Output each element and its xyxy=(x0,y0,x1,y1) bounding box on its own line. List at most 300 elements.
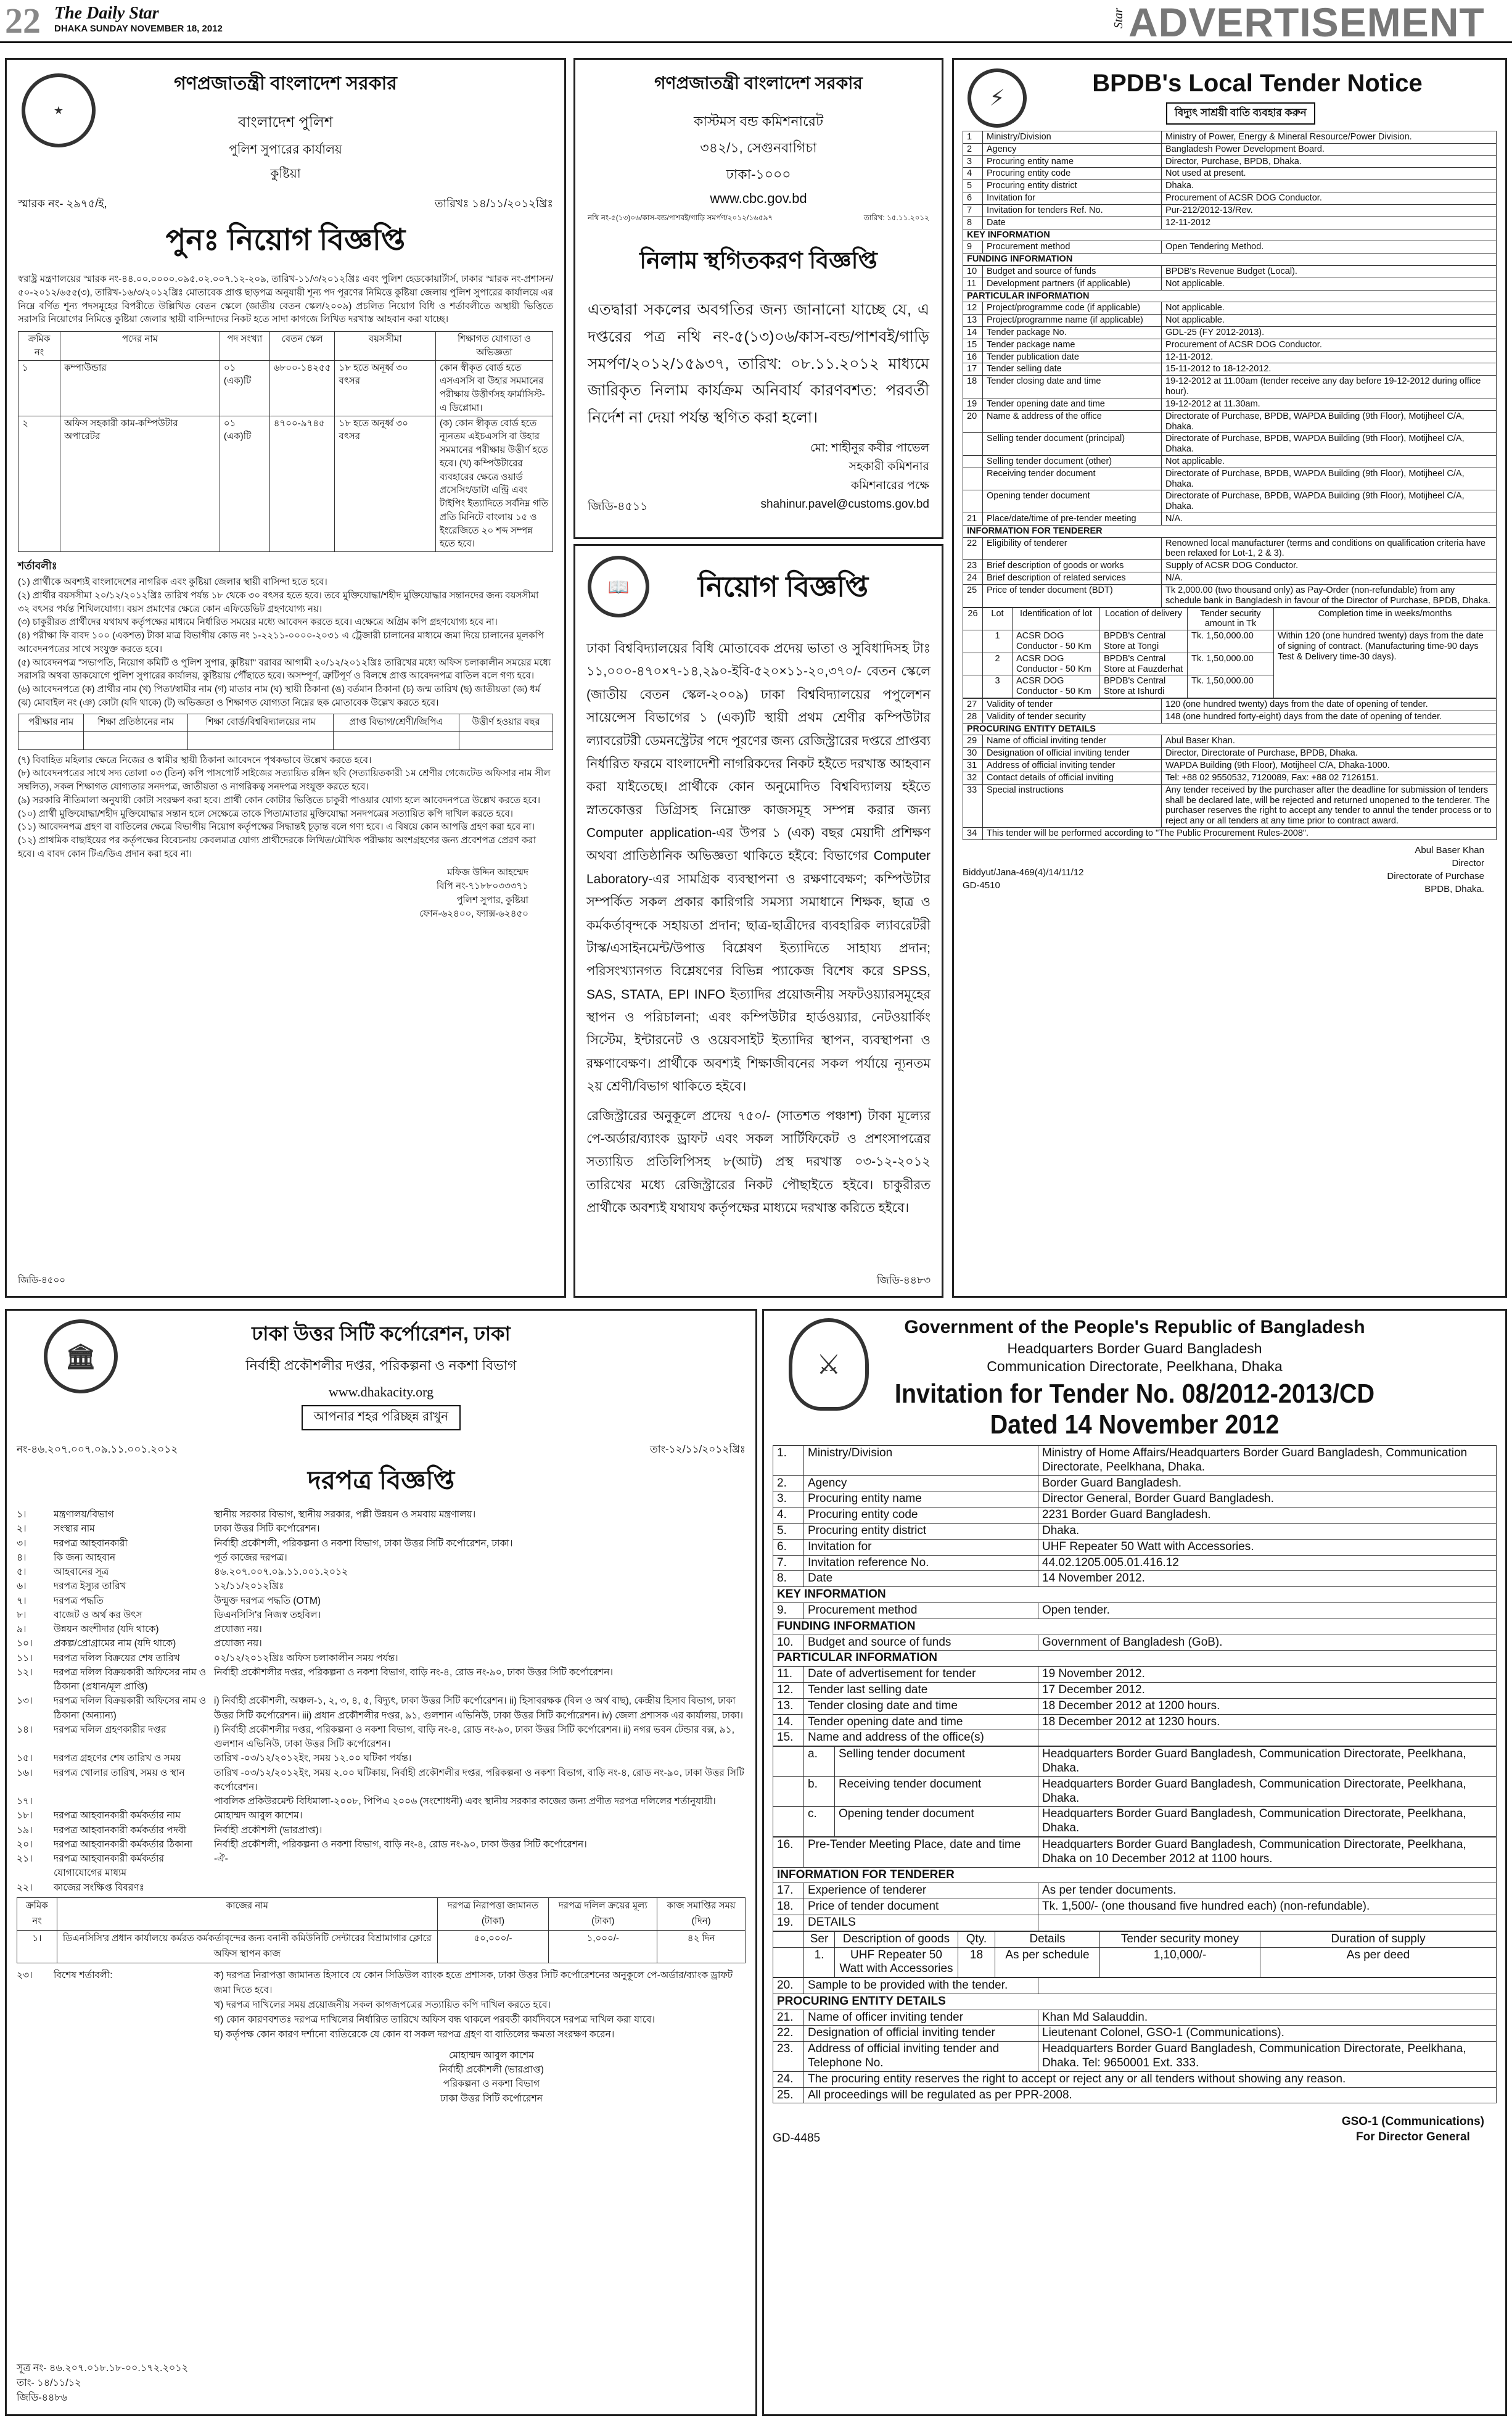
signature-line: For Director General xyxy=(1356,2130,1470,2144)
row-label: দরপত্র দলিল বিক্রয়কারী অফিসের নাম ও ঠিকানা (অন্যান্য) xyxy=(54,1696,207,1721)
ad4-table-2 xyxy=(963,698,1497,840)
row-number: ১১। xyxy=(17,1652,33,1664)
table-cell: ১৮ হতে অনূর্ধ্ব ৩০ বৎসর xyxy=(335,416,436,552)
table-cell: 2. xyxy=(773,1475,804,1491)
table-cell: 8. xyxy=(773,1571,804,1587)
table-row xyxy=(963,723,1497,735)
ad1-signature xyxy=(18,866,553,922)
table-cell: Lieutenant Colonel, GSO-1 (Communications). xyxy=(1038,2026,1497,2042)
table-cell: Procurement of ACSR DOG Conductor. xyxy=(1162,339,1497,351)
table-cell: Procuring entity district xyxy=(983,180,1162,192)
table-cell: Development partners (if applicable) xyxy=(983,278,1162,290)
table-row xyxy=(963,711,1497,723)
table-cell: ACSR DOG Conductor - 50 Km xyxy=(1013,675,1100,698)
bangladesh-seal-icon: ★ xyxy=(22,73,96,147)
table-row xyxy=(963,760,1497,772)
table-cell: Khan Md Salauddin. xyxy=(1038,2010,1497,2026)
dncc-seal-icon: 🏛 xyxy=(44,1319,118,1393)
table-row xyxy=(963,351,1497,363)
table-row xyxy=(773,1507,1497,1524)
table-cell: Brief description of goods or works xyxy=(983,560,1162,572)
row-number: ২। xyxy=(17,1524,27,1535)
row-text: The procuring entity reserves the right to accept or reject any or all tenders without showing any reason. xyxy=(804,2071,1497,2087)
ad2-website-link[interactable]: www.cbc.gov.bd xyxy=(710,191,807,206)
row-number: ১৪। xyxy=(17,1724,33,1735)
table-cell: 3 xyxy=(963,155,983,168)
table-cell: 10 xyxy=(963,265,983,278)
ad5-subtitle: নির্বাহী প্রকৌশলীর দপ্তর, পরিকল্পনা ও নকশা বিভাগ xyxy=(245,1358,517,1373)
ad5-cond-number: ২৩। xyxy=(17,1969,33,1981)
table-cell: Dhaka. xyxy=(1162,180,1497,192)
row-label: কি জন্য আহবান xyxy=(54,1552,116,1563)
table-row xyxy=(773,1867,1497,1883)
ad2-ref: জিডি-৪৫১১ xyxy=(588,500,648,513)
ad6-details-table xyxy=(773,1931,1497,1978)
table-cell: Tk. 1,500/- (one thousand five hundred each) (non-refundable). xyxy=(1038,1899,1497,1915)
bpdb-tender-ad xyxy=(952,58,1507,1298)
table-cell: BPDB's Central Store at Tongi xyxy=(1100,630,1188,653)
column-header: কাজ সমাপ্তির সময় (দিন) xyxy=(657,1897,746,1930)
column-header: Description of goods xyxy=(835,1931,958,1947)
table-cell: Designation of official inviting tender xyxy=(804,2026,1038,2042)
table-cell: ৫০,০০০/- xyxy=(437,1930,549,1963)
table-cell: ০১ (এক)টি xyxy=(220,360,269,416)
table-row xyxy=(963,254,1497,266)
table-cell: Not applicable. xyxy=(1162,455,1497,468)
table-cell: 12 xyxy=(963,302,983,315)
table-cell: 27 xyxy=(963,699,983,711)
table-row xyxy=(773,1539,1497,1555)
column-header: কাজের নাম xyxy=(57,1897,437,1930)
table-cell: Eligibility of tenderer xyxy=(983,537,1162,560)
table-cell: 29 xyxy=(963,735,983,748)
ad6-title: Invitation for Tender No. 08/2012-2013/CD xyxy=(894,1379,1375,1409)
signature-line: মফিজ উদ্দিন আহম্মেদ xyxy=(447,867,528,878)
row-label: দরপত্র দলিল গ্রহণকারীর দপ্তর xyxy=(54,1724,166,1735)
table-cell: 3 xyxy=(983,675,1013,698)
ad1-ref: জিডি-৪৫০০ xyxy=(18,1275,66,1285)
row-label: আহবানের সূত্র xyxy=(54,1567,109,1577)
university-seal-icon: 📖 xyxy=(588,556,649,617)
table-row xyxy=(963,241,1497,254)
table-cell: Pur-212/2012-13/Rev. xyxy=(1162,204,1497,217)
table-cell: Dhaka. xyxy=(1038,1523,1497,1539)
table-row xyxy=(963,315,1497,327)
table-row xyxy=(963,513,1497,526)
ad6-offices-table xyxy=(773,1746,1497,1837)
signature-line: Directorate of Purchase xyxy=(1387,870,1484,881)
table-cell: Project/programme name (if applicable) xyxy=(983,315,1162,327)
row-label xyxy=(54,1794,214,1809)
table-cell: 18 December 2012 at 1230 hours. xyxy=(1038,1714,1497,1730)
ad2-dept: কাস্টমস বন্ড কমিশনারেট xyxy=(694,113,823,129)
table-cell: UHF Repeater 50 Watt with Accessories. xyxy=(1038,1539,1497,1555)
table-cell: 19-12-2012 at 11.30am. xyxy=(1162,398,1497,410)
ad1-office: পুলিশ সুপারের কার্যালয় xyxy=(229,143,342,157)
table-cell: Headquarters Border Guard Bangladesh, Communication Directorate, Peelkhana, Dhaka. xyxy=(1038,1807,1497,1837)
ad1-date: তারিখঃ ১৪/১১/২০১২খ্রিঃ xyxy=(435,197,553,210)
table-cell: As per tender documents. xyxy=(1038,1883,1497,1899)
row-value: ৪৬.২০৭.০০৭.০৯.১১.০০১.২০১২ xyxy=(214,1567,348,1577)
table-cell: Tender closing date and time xyxy=(983,376,1162,398)
condition-item: (১১) আবেদনপত্র গ্রহণ বা বাতিলের ক্ষেত্রে বিভাগীয় নিয়োগ কর্তৃপক্ষের সিদ্ধান্তই চূড়ান্ত বলে গণ্য হবে। এ বিষয়ে কোন আপত্তি গ্রহণ করা হবে না। xyxy=(18,822,535,833)
row-value: i) নির্বাহী প্রকৌশলী, অঞ্চল-১, ২, ৩, ৪, ৫, বিদ্যুৎ, ঢাকা উত্তর সিটি কর্পোরেশন। ii) হিসাবরক্ষক (বিল ও অর্থ বাছ), কেন্দ্রীয় হিসাব বিভাগ, ঢাকা উত্তর সিটি কর্পোরেশন। iii) প্রধান প্রকৌশলীর দপ্তর, ৯১, গুলশান এভিনিউ, ঢাকা উত্তর সিটি কর্পোরেশন। iv) জেলা প্রশাসক এর কার্যালয়, ঢাকা। xyxy=(214,1696,744,1721)
row-label: দরপত্র গ্রহণের শেষ তারিখ ও সময় xyxy=(54,1753,181,1764)
table-cell: ৪৭০০-৯৭৪৫ xyxy=(269,416,335,552)
bgb-crest-icon: ⚔ xyxy=(789,1318,869,1411)
table-cell: Border Guard Bangladesh. xyxy=(1038,1475,1497,1491)
column-header: Identification of lot xyxy=(1013,608,1100,630)
column-header: শিক্ষা প্রতিষ্ঠানের নাম xyxy=(84,714,188,731)
table-row xyxy=(773,1776,1497,1807)
ad5-details xyxy=(17,1507,746,1895)
table-cell: Tender publication date xyxy=(983,351,1162,363)
table-row xyxy=(773,1807,1497,1837)
ad3-ref: জিডি-৪৪৮৩ xyxy=(876,1274,931,1286)
table-row xyxy=(773,1555,1497,1571)
condition-item: গ) কোন কারণবশতঃ দরপত্র দাখিলের নির্ধারিত তারিখে অফিস বন্ধ থাকলে পরবর্তী কার্যদিবসে দরপত্র দাখিল করা যাবে। xyxy=(214,2014,655,2025)
row-value: পাবলিক প্রকিউরমেন্ট বিধিমালা-২০০৮, পিপিএ ২০০৬ (সংশোধনী) এবং স্থানীয় সরকার কাজের জন্য প্রণীত দরপত্র দলিলের শর্তানুযায়ী। xyxy=(214,1796,716,1807)
table-cell: 6 xyxy=(963,192,983,205)
column-header: বয়সসীমা xyxy=(335,332,436,361)
condition-item: (৮) আবেদনপত্রের সাথে সদ্য তোলা ০৩ (তিন) কপি পাসপোর্ট সাইজের সত্যায়িত রঙ্গিন ছবি (সত্যায়িতকারী ১ম শ্রেণীর গেজেটেড অফিসার নাম সীল সম্বলিত), সকল শিক্ষাগত যোগ্যতার সনদপত্র, জাতীয়তা ও নাগরিকত্ব সনদপত্র সংযুক্ত করতে হবে। xyxy=(18,768,551,792)
table-cell: Price of tender document (BDT) xyxy=(983,584,1162,607)
table-cell: 120 (one hundred twenty) days from the date of opening of tender. xyxy=(1162,699,1497,711)
row-label: বাজেট ও অর্থ কর উৎস xyxy=(54,1609,142,1620)
table-row xyxy=(773,1978,1497,1994)
table-row xyxy=(773,1915,1497,1931)
table-cell: Selling tender document xyxy=(835,1747,1038,1777)
ad5-website-link[interactable]: www.dhakacity.org xyxy=(328,1384,434,1400)
table-cell: 1. xyxy=(773,1446,804,1476)
row-label: দরপত্র দলিল বিক্রয়ের শেষ তারিখ xyxy=(54,1652,180,1664)
row-number: ২০। xyxy=(17,1839,33,1850)
table-cell: Supply of ACSR DOG Conductor. xyxy=(1162,560,1497,572)
table-row xyxy=(963,410,1497,433)
list-item xyxy=(17,1852,746,1881)
ad2-email-link[interactable]: shahinur.pavel@customs.gov.bd xyxy=(760,497,929,511)
table-row xyxy=(773,2026,1497,2042)
table-cell: Tender last selling date xyxy=(804,1682,1038,1698)
table-row xyxy=(963,433,1497,456)
row-number: ১৯। xyxy=(17,1825,33,1836)
ad5-heading: দরপত্র বিজ্ঞপ্তি xyxy=(307,1466,455,1495)
signature-line: বিপি নং-৭১৮৮০৩৩৩৭১ xyxy=(436,881,528,891)
section-header: KEY INFORMATION xyxy=(773,1587,1497,1603)
table-cell: ACSR DOG Conductor - 50 Km xyxy=(1013,653,1100,675)
table-cell: ১৮ হতে অনূর্ধ্ব ৩০ বৎসর xyxy=(335,360,436,416)
table-cell: 24 xyxy=(963,572,983,585)
table-row xyxy=(18,416,553,552)
table-row xyxy=(963,168,1497,180)
ad2-ref-no: নথি নং-৫(১৩)০৬/কাস-বন্ড/পাশবই/গাড়ি সমর্পণ/২০১২/১৬৫৯৭ xyxy=(588,213,773,222)
table-cell: 1 xyxy=(983,630,1013,653)
table-row xyxy=(963,699,1497,711)
table-cell: 4 xyxy=(963,168,983,180)
table-cell: কোন স্বীকৃত বোর্ড হতে এসএসসি বা উহার সমমানের পরীক্ষায় উত্তীর্ণসহ ফার্মাসিস্ট-এ ডিপ্লোমা। xyxy=(436,360,553,416)
condition-item: ঘ) কর্তৃপক্ষ কোন কারণ দর্শানো ব্যতিরেকে যে কোন বা সকল দরপত্র গ্রহণ বা বাতিলের ক্ষমতা সংরক্ষণ করেন। xyxy=(214,2029,615,2040)
table-row xyxy=(963,143,1497,155)
table-cell: 15-11-2012 to 18-12-2012. xyxy=(1162,363,1497,376)
table-cell: Directorate of Purchase, BPDB, WAPDA Building (9th Floor), Motijheel C/A, Dhaka. xyxy=(1162,433,1497,456)
table-cell: 1 xyxy=(963,131,983,144)
list-item xyxy=(17,1565,746,1579)
row-value: ঢাকা উত্তর সিটি কর্পোরেশন। xyxy=(214,1524,320,1535)
row-number: ৭। xyxy=(17,1595,27,1606)
table-cell: Name & address of the office xyxy=(983,410,1162,433)
ad2-gov: গণপ্রজাতন্ত্রী বাংলাদেশ সরকার xyxy=(654,73,863,93)
table-cell: 30 xyxy=(963,748,983,760)
paper-logo: Star xyxy=(1112,7,1126,29)
table-cell: Date of advertisement for tender xyxy=(804,1667,1038,1683)
table-cell: ১,০০০/- xyxy=(549,1930,657,1963)
table-cell: Agency xyxy=(804,1475,1038,1491)
table-row xyxy=(773,1714,1497,1730)
ad6-hq: Headquarters Border Guard Bangladesh xyxy=(1007,1340,1262,1356)
row-label: দরপত্র আহবানকারী কর্মকর্তার যোগাযোগের মাধ্যম xyxy=(54,1854,165,1879)
table-row xyxy=(18,360,553,416)
row-label: দরপত্র খোলার তারিখ, সময় ও স্থান xyxy=(54,1767,185,1778)
table-cell xyxy=(963,490,983,513)
ad5-ref-memo: সূত্র নং- ৪৬.২০৭.০১৮.১৮-০০.১৭২.২০১২ xyxy=(17,2363,189,2374)
table-cell: Not applicable. xyxy=(1162,302,1497,315)
completion-cell: Within 120 (one hundred twenty) days from the date of signing of contract. (Manufacturing time-90 days Test & Delivery time-30 days). xyxy=(1274,630,1497,698)
table-cell: ৪২ দিন xyxy=(657,1930,746,1963)
ad4-title: BPDB's Local Tender Notice xyxy=(1092,70,1423,97)
row-value: ১২/১১/২০১২খ্রিঃ xyxy=(214,1581,284,1592)
table-cell: Ministry/Division xyxy=(804,1446,1038,1476)
table-row xyxy=(963,217,1497,229)
table-cell: Ministry of Home Affairs/Headquarters Border Guard Bangladesh, Communication Directorate, Peelkhana, Dhaka. xyxy=(1038,1446,1497,1476)
row-text: All proceedings will be regulated as per PPR-2008. xyxy=(804,2087,1497,2103)
row-value: পূর্ত কাজের দরপত্র। xyxy=(214,1552,287,1563)
table-cell: Agency xyxy=(983,143,1162,155)
ad2-title: নিলাম স্থগিতকরণ বিজ্ঞপ্তি xyxy=(639,248,877,274)
table-cell: 18 xyxy=(958,1947,995,1978)
table-cell: Opening tender document xyxy=(835,1807,1038,1837)
table-cell: (ক) কোন স্বীকৃত বোর্ড হতে ন্যূনতম এইচএসসি বা উহার সমমানের পরীক্ষায় উত্তীর্ণ হতে হবে। (খ) কম্পিউটারের ব্যবহারের ক্ষেত্রে ওয়ার্ড প্রসেসিং/ডাটা এন্ট্রি এবং টাইপিং ইত্যাদিতে সর্বনিম্ন গতি প্রতি মিনিটে বাংলায় ১৫ ও ইংরেজিতে ২০ শব্দ সম্পন্ন হতে হবে। xyxy=(436,416,553,552)
ad1-conditions xyxy=(18,575,553,710)
ad1-posts-table xyxy=(18,331,553,552)
row-label: দরপত্র আহবানকারী xyxy=(54,1538,128,1549)
table-row xyxy=(963,155,1497,168)
table-cell: 2 xyxy=(983,653,1013,675)
table-cell: Procuring entity name xyxy=(983,155,1162,168)
table-cell: 21 xyxy=(963,513,983,526)
column-header: দরপত্র দলিল ক্রয়ের মূল্য (টাকা) xyxy=(549,1897,657,1930)
row-number: 25. xyxy=(773,2087,804,2103)
table-cell: Address of official inviting tender xyxy=(983,760,1162,772)
table-cell: 19 xyxy=(963,398,983,410)
ad5-ref: জিডি-৪৪৮৬ xyxy=(17,2393,68,2403)
row-value: নির্বাহী প্রকৌশলী (ভারপ্রাপ্ত)। xyxy=(214,1825,323,1836)
table-row xyxy=(773,1682,1497,1698)
table-cell: ০১ (এক)টি xyxy=(220,416,269,552)
column-header: Location of delivery xyxy=(1100,608,1188,630)
table-cell: 7. xyxy=(773,1555,804,1571)
table-row xyxy=(963,572,1497,585)
table-row xyxy=(773,2071,1497,2087)
ad2-addr2: ঢাকা-১০০০ xyxy=(726,167,791,182)
table-cell: Name and address of the office(s) xyxy=(804,1730,1038,1746)
column-header: দরপত্র নিরাপত্তা জামানত (টাকা) xyxy=(437,1897,549,1930)
signature-line: BPDB, Dhaka. xyxy=(1424,883,1484,894)
table-cell: 20 xyxy=(963,410,983,433)
condition-item: (৪) পরীক্ষা ফি বাবদ ১০০ (একশত) টাকা মাত্র বিভাগীয় কোড নং ১-২২১১-০০০০-২০৩১ এ ট্রেজারী চালানের মাধ্যমে জমা দিয়ে চালানের মূলকপি আবেদনপত্রের সাথে সংযুক্ত করতে হবে। xyxy=(18,630,544,654)
row-number: ১০। xyxy=(17,1638,33,1649)
section-header: FUNDING INFORMATION xyxy=(963,254,1497,266)
signature-line: ফোন-৬২৪০০, ফ্যাক্স-৬২৪৫০ xyxy=(419,909,528,919)
table-row xyxy=(963,278,1497,290)
table-cell: ১ xyxy=(18,360,60,416)
table-cell: WAPDA Building (9th Floor), Motijheel C/A, Dhaka-1000. xyxy=(1162,760,1497,772)
table-row xyxy=(773,1747,1497,1777)
table-cell: 23. xyxy=(773,2042,804,2072)
ad6-table xyxy=(773,1445,1497,1746)
table-row xyxy=(963,398,1497,410)
table-cell: 2 xyxy=(963,143,983,155)
table-cell: 6. xyxy=(773,1539,804,1555)
row-number: ২২। xyxy=(17,1882,33,1893)
police-recruitment-ad xyxy=(5,58,566,1298)
table-cell: Project/programme code (if applicable) xyxy=(983,302,1162,315)
table-cell: Place/date/time of pre-tender meeting xyxy=(983,513,1162,526)
condition-item: (৭) বিবাহিত মহিলার ক্ষেত্রে নিজের ও স্বামীর স্থায়ী ঠিকানা আবেদনে পৃথকভাবে উল্লেখ করতে হবে। xyxy=(18,754,372,765)
table-cell: Headquarters Border Guard Bangladesh, Communication Directorate, Peelkhana, Dhaka. xyxy=(1038,1776,1497,1807)
table-cell: Ministry of Power, Energy & Mineral Resource/Power Division. xyxy=(1162,131,1497,144)
row-number: ৫। xyxy=(17,1567,27,1577)
table-cell: 18. xyxy=(773,1899,804,1915)
table-row xyxy=(963,192,1497,205)
column-header: প্রাপ্ত বিভাগ/শ্রেণী/জিপিএ xyxy=(334,714,459,731)
ad1-intro: স্বরাষ্ট্র মন্ত্রণালয়ের স্মারক নং-৪৪.০০.০০০০.০৯৫.০২.০০৭.১২-২০৯, তারিখ-১১/৩/২০১২খ্রিঃ এবং পুলিশ হেডকোয়ার্টার্স, ঢাকার স্মারক নং-প্রশাসন/৫০-২০১২/৬৫৫(৩), তারিখ-১৬/৩/২০১২খ্রিঃ মোতাবেক প্রাপ্ত ছাড়পত্র অনুযায়ী শূন্য পদ পূরণের নিমিত্তে কুষ্টিয়া জেলায় পুলিশ সুপারের কার্যালয়ে এর নিম্নে বর্ণিত শূন্য পদসমূহের বিপরীতে উল্লিখিত বেতন স্কেলে (জাতীয় বেতন স্কেল/২০০৯) প্রচলিত নিয়োগ বিধি ও শর্তাবলীতে অস্থায়ী ভিত্তিতে সরাসরি নিয়োগের নিমিত্তে কুষ্টিয়া জেলার স্থায়ী বাসিন্দাদের নিকট হতে সাদা কাগজে লিখিত দরখাস্ত আহবান করা যাচ্ছে। xyxy=(18,274,553,325)
ad1-district: কুষ্টিয়া xyxy=(270,167,301,181)
condition-item: (১) প্রার্থীকে অবশ্যই বাংলাদেশের নাগরিক এবং কুষ্টিয়া জেলার স্থায়ী বাসিন্দা হতে হবে। xyxy=(18,577,327,587)
table-cell: Invitation for tenders Ref. No. xyxy=(983,204,1162,217)
ad6-gov: Government of the People's Republic of Bangladesh xyxy=(904,1317,1365,1337)
ad6-ref: GD-4485 xyxy=(773,2131,821,2145)
list-item xyxy=(17,1579,746,1593)
table-cell: Any tender received by the purchaser after the deadline for submission of tenders shall be declared late, will be rejected and returned unopened to the tenderer. The purchaser reserves the right to accept any tender to annul the tender process or to reject any or all tenders at any time prior to contract award. xyxy=(1162,784,1497,827)
table-cell: Procurement method xyxy=(983,241,1162,254)
table-cell: 28 xyxy=(963,711,983,723)
row-number: ১৬। xyxy=(17,1767,33,1778)
ad6-dated: Dated 14 November 2012 xyxy=(990,1409,1280,1440)
table-cell: As per schedule xyxy=(995,1947,1100,1978)
row-number: 24. xyxy=(773,2071,804,2087)
table-cell: Name of officer inviting tender xyxy=(804,2010,1038,2026)
list-item xyxy=(17,1536,746,1551)
table-cell: Procuring entity code xyxy=(983,168,1162,180)
table-cell: 19. xyxy=(773,1915,804,1931)
masthead xyxy=(0,0,1512,43)
table-cell: N/A. xyxy=(1162,513,1497,526)
table-row xyxy=(963,180,1497,192)
ad4-ref-1: Biddyut/Jana-469(4)/14/11/12 xyxy=(963,867,1084,878)
section-header: PROCURING ENTITY DETAILS xyxy=(773,1994,1497,2010)
row-value: নির্বাহী প্রকৌশলী, পরিকল্পনা ও নকশা বিভাগ, ঢাকা উত্তর সিটি কর্পোরেশন, ঢাকা। xyxy=(214,1538,513,1549)
row-value: নির্বাহী প্রকৌশলী, পরিকল্পনা ও নকশা বিভাগ, বাড়ি নং-৪, রোড নং-৯০, ঢাকা উত্তর সিটি কর্পোরেশন। xyxy=(214,1839,587,1850)
table-cell: Not applicable. xyxy=(1162,278,1497,290)
table-row xyxy=(963,772,1497,784)
table-cell: Opening tender document xyxy=(983,490,1162,513)
row-label: দরপত্র আহবানকারী কর্মকর্তার পদবী xyxy=(54,1825,187,1836)
table-cell: Procuring entity district xyxy=(804,1523,1038,1539)
table-cell: 23 xyxy=(963,560,983,572)
table-row xyxy=(963,376,1497,398)
ad6-table-3 xyxy=(773,1978,1497,2103)
ad5-work-table xyxy=(17,1897,746,1963)
table-row xyxy=(963,265,1497,278)
table-cell: Budget and source of funds xyxy=(983,265,1162,278)
table-cell: Experience of tenderer xyxy=(804,1883,1038,1899)
row-value: তারিখ -০৩/১২/২০১২ইং, সময় ১২.০০ ঘটিকা পর্যন্ত। xyxy=(214,1753,412,1764)
table-cell: Brief description of related services xyxy=(983,572,1162,585)
table-cell: Procuring entity code xyxy=(804,1507,1038,1524)
column-header: পরীক্ষার নাম xyxy=(18,714,84,731)
section-header: INFORMATION FOR TENDERER xyxy=(963,525,1497,537)
bpdb-logo-icon: ⚡ xyxy=(968,68,1027,128)
row-number: ২১। xyxy=(17,1854,33,1864)
table-cell: 14 November 2012. xyxy=(1038,1571,1497,1587)
table-cell: Abul Baser Khan. xyxy=(1162,735,1497,748)
ad1-memo: স্মারক নং- ২৯৭৫/ই, xyxy=(18,197,107,210)
condition-item: (১২) প্রাথমিক বাছাইয়ের পর কর্তৃপক্ষের বিবেচনায় কেবলমাত্র যোগ্য প্রার্থীদেরকে লিখিত/মৌখিক পরীক্ষায় অংশগ্রহণের জন্য প্রবেশপত্র প্রেরণ করা হবে। এ বাবদ কোন টিএ/ডিএ প্রদান করা হবে না। xyxy=(18,835,536,859)
table-row xyxy=(963,537,1497,560)
table-cell: Directorate of Purchase, BPDB, WAPDA Building (9th Floor), Motijheel C/A, Dhaka. xyxy=(1162,410,1497,433)
table-cell: 12-11-2012. xyxy=(1162,351,1497,363)
column-header: শিক্ষা বোর্ড/বিশ্ববিদ্যালয়ের নাম xyxy=(188,714,334,731)
table-cell: 13. xyxy=(773,1698,804,1714)
table-cell: Budget and source of funds xyxy=(804,1635,1038,1651)
table-row xyxy=(773,1730,1497,1746)
customs-auction-ad xyxy=(573,58,943,539)
list-item xyxy=(17,1809,746,1823)
table-row xyxy=(963,455,1497,468)
ad1-dept: বাংলাদেশ পুলিশ xyxy=(238,114,333,131)
table-cell: 22 xyxy=(963,537,983,560)
table-row xyxy=(963,229,1497,241)
row-value: i) নির্বাহী প্রকৌশলীর দপ্তর, পরিকল্পনা ও নকশা বিভাগ, বাড়ি নং-৪, রোড নং-৯০, ঢাকা উত্তর সিটি কর্পোরেশন। ii) নগর ভবন টেন্ডার বক্স, ৯১, গুলশান এভিনিউ, ঢাকা উত্তর সিটি কর্পোরেশন। xyxy=(214,1724,735,1749)
section-header: PROCURING ENTITY DETAILS xyxy=(963,723,1497,735)
table-cell: Receiving tender document xyxy=(835,1776,1038,1807)
ad5-memo: নং-৪৬.২০৭.০০৭.০৯.১১.০০১.২০১২ xyxy=(17,1443,178,1455)
table-cell: 11 xyxy=(963,278,983,290)
row-label: সংস্থার নাম xyxy=(54,1524,95,1535)
signature-line: GSO-1 (Communications) xyxy=(1341,2115,1484,2129)
table-row xyxy=(963,290,1497,302)
section-header: PARTICULAR INFORMATION xyxy=(773,1651,1497,1667)
table-cell: 7 xyxy=(963,204,983,217)
table-cell: 9. xyxy=(773,1602,804,1619)
list-item xyxy=(17,1636,746,1651)
row-value: ডিএনসিসি'র নিজস্ব তহবিল। xyxy=(214,1609,321,1620)
ad6-dir: Communication Directorate, Peelkhana, Dhaka xyxy=(987,1358,1283,1374)
section-header: KEY INFORMATION xyxy=(963,229,1497,241)
table-row xyxy=(773,1667,1497,1683)
table-cell: 2231 Border Guard Bangladesh. xyxy=(1038,1507,1497,1524)
table-row xyxy=(963,339,1497,351)
column-header: Details xyxy=(995,1931,1100,1947)
ad3-body-2: রেজিস্ট্রারের অনুকূলে প্রদেয় ৭৫০/- (সাতশত পঞ্চাশ) টাকা মূল্যের পে-অর্ডার/ব্যাংক ড্রাফট এবং সকল সার্টিফিকেট ও প্রশংসাপত্রের সত্যায়িত প্রতিলিপিসহ ৮(আট) প্রস্থ দরখাস্ত ০৩-১২-২০১২ তারিখের মধ্যে রেজিস্ট্রারের নিকট পৌছাইতে হইবে। চাকুরীরত প্রার্থীকে অবশ্যই যথাযথ কর্তৃপক্ষের মাধ্যমে দরখাস্ত করিতে হইবে। xyxy=(586,1108,931,1215)
table-row xyxy=(963,131,1497,144)
table-cell: Ministry/Division xyxy=(983,131,1162,144)
table-cell: 10. xyxy=(773,1635,804,1651)
table-cell: Government of Bangladesh (GoB). xyxy=(1038,1635,1497,1651)
ad6-table-2 xyxy=(773,1837,1497,1931)
table-row xyxy=(773,2010,1497,2026)
table-cell: Invitation for xyxy=(804,1539,1038,1555)
